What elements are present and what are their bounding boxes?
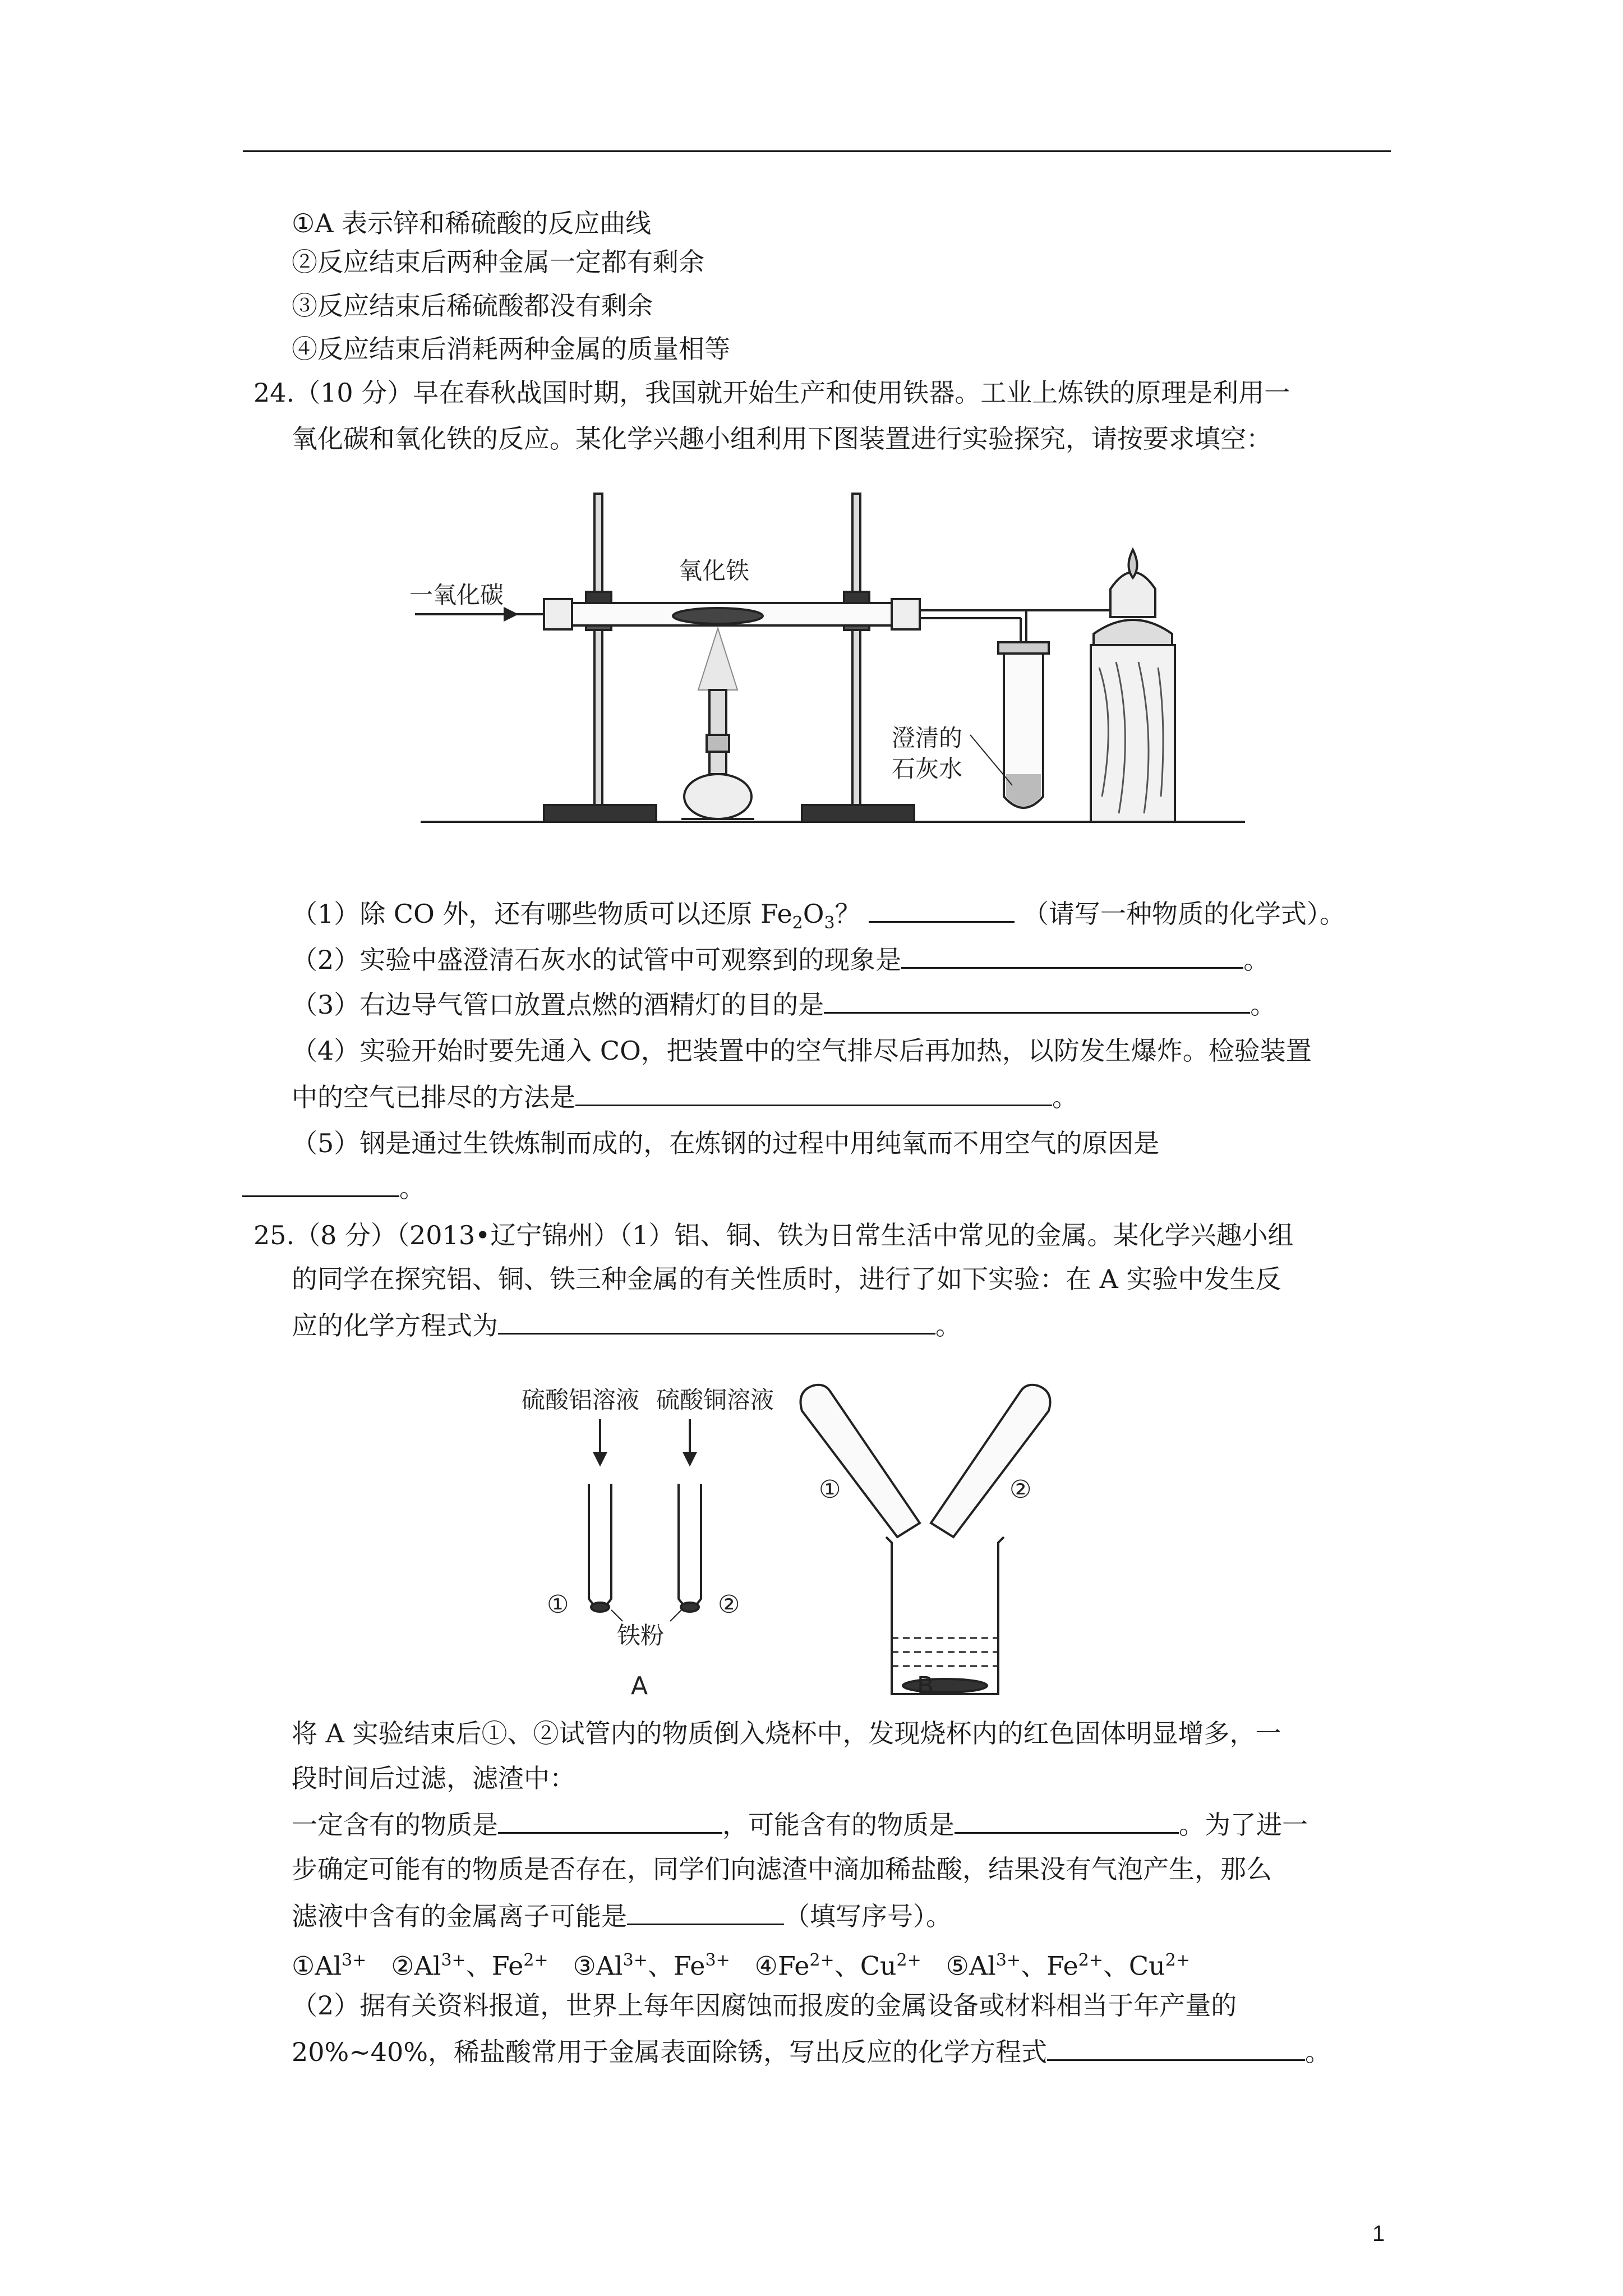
q23-option-3: ③反应结束后稀硫酸都没有剩余 (292, 291, 653, 321)
label-b-tube-1: ① (819, 1475, 841, 1504)
label-cu-sulfate: 硫酸铜溶液 (656, 1386, 774, 1414)
q23-option-2: ②反应结束后两种金属一定都有剩余 (292, 247, 704, 277)
answer-blank-10[interactable] (1047, 2035, 1305, 2061)
answer-blank-1[interactable] (869, 896, 1015, 923)
label-limewater-2: 石灰水 (892, 755, 963, 783)
answer-blank-9[interactable] (627, 1899, 784, 1925)
q24-stem-line1: 24.（10 分）早在春秋战国时期，我国就开始生产和使用铁器。工业上炼铁的原理是利用一 (253, 378, 1290, 408)
q25-part2-line1: （2）据有关资料报道，世界上每年因腐蚀而报废的金属设备或材料相当于年产量的 (292, 1990, 1237, 2021)
header-rule (243, 150, 1391, 152)
label-limewater-1: 澄清的 (892, 724, 963, 752)
answer-blank-7[interactable] (498, 1807, 722, 1834)
label-iron-oxide: 氧化铁 (679, 557, 750, 585)
q25-stem-line1: 25.（8 分）（2013•辽宁锦州）（1）铝、铜、铁为日常生活中常见的金属。某化学兴趣小组 (253, 1220, 1294, 1250)
q25-para-line2: 段时间后过滤，滤渣中： (292, 1763, 575, 1793)
q24-part2: （2）实验中盛澄清石灰水的试管中可观察到的现象是 。 (292, 942, 1269, 977)
q24-part5: （5）钢是通过生铁炼制而成的，在炼钢的过程中用纯氧而不用空气的原因是 (292, 1128, 1160, 1158)
label-tube-2: ② (718, 1590, 740, 1619)
q23-option-1: ①A 表示锌和稀硫酸的反应曲线 (292, 208, 652, 238)
q24-part4-line1: （4）实验开始时要先通入 CO，把装置中的空气排尽后再加热，以防发生爆炸。检验装置 (292, 1036, 1312, 1066)
q24-part3: （3）右边导气管口放置点燃的酒精灯的目的是 。 (292, 987, 1276, 1022)
q24-part1: （1）除 CO 外，还有哪些物质可以还原 $Fe_2O_3$？ （请写一种物质的化学式）。 (292, 896, 1345, 940)
q25-ion-options: $①Al^{3+}$ $②Al^{3+}$、$Fe^{2+}$ $③Al^{3+}$、$Fe^{3+}$ $④Fe^{2+}$、$Cu^{2+}$ $⑤Al^{3+}$、$Fe^{2+}$、$Cu^{2+}$ (292, 1950, 1190, 1981)
q25-para-line5: 滤液中含有的金属离子可能是 （填写序号）。 (292, 1899, 952, 1933)
q25-part2-line2: 20%~40%，稀盐酸常用于金属表面除锈，写出反应的化学方程式 。 (292, 2035, 1331, 2069)
answer-blank-4[interactable] (575, 1080, 1052, 1106)
answer-blank-6[interactable] (498, 1308, 935, 1335)
label-b: B (917, 1672, 934, 1700)
q25-stem-line2: 的同学在探究铝、铜、铁三种金属的有关性质时，进行了如下实验：在 A 实验中发生反 (292, 1264, 1281, 1294)
answer-blank-8[interactable] (955, 1807, 1179, 1834)
label-b-tube-2: ② (1009, 1475, 1032, 1504)
label-tube-1: ① (547, 1590, 569, 1619)
q25-para-line4: 步确定可能有的物质是否存在，同学们向滤渣中滴加稀盐酸，结果没有气泡产生，那么 (292, 1854, 1272, 1884)
q25-para-line1: 将 A 实验结束后①、②试管内的物质倒入烧杯中，发现烧杯内的红色固体明显增多，一 (292, 1718, 1281, 1749)
answer-blank-3[interactable] (824, 987, 1250, 1014)
label-iron-powder: 铁粉 (617, 1622, 665, 1649)
q25-para-line3: 一定含有的物质是 ，可能含有的物质是 。为了进一 (292, 1807, 1308, 1842)
label-a: A (631, 1672, 648, 1700)
answer-blank-2[interactable] (901, 942, 1243, 969)
q24-part4-line2: 中的空气已排尽的方法是 。 (292, 1080, 1078, 1114)
q25-stem-line3: 应的化学方程式为 。 (292, 1308, 961, 1342)
iron-smelting-apparatus-figure (404, 482, 1391, 830)
label-co: 一氧化碳 (409, 581, 504, 609)
page-number: 1 (1372, 2221, 1385, 2246)
answer-blank-5[interactable] (242, 1171, 399, 1197)
q23-option-4: ④反应结束后消耗两种金属的质量相等 (292, 334, 730, 364)
metal-reaction-figure (505, 1358, 1122, 1705)
label-al-sulfate: 硫酸铝溶液 (522, 1386, 640, 1414)
q24-stem-line2: 氧化碳和氧化铁的反应。某化学兴趣小组利用下图装置进行实验探究，请按要求填空： (292, 424, 1272, 454)
q24-part5-answer: 。 (242, 1171, 425, 1205)
